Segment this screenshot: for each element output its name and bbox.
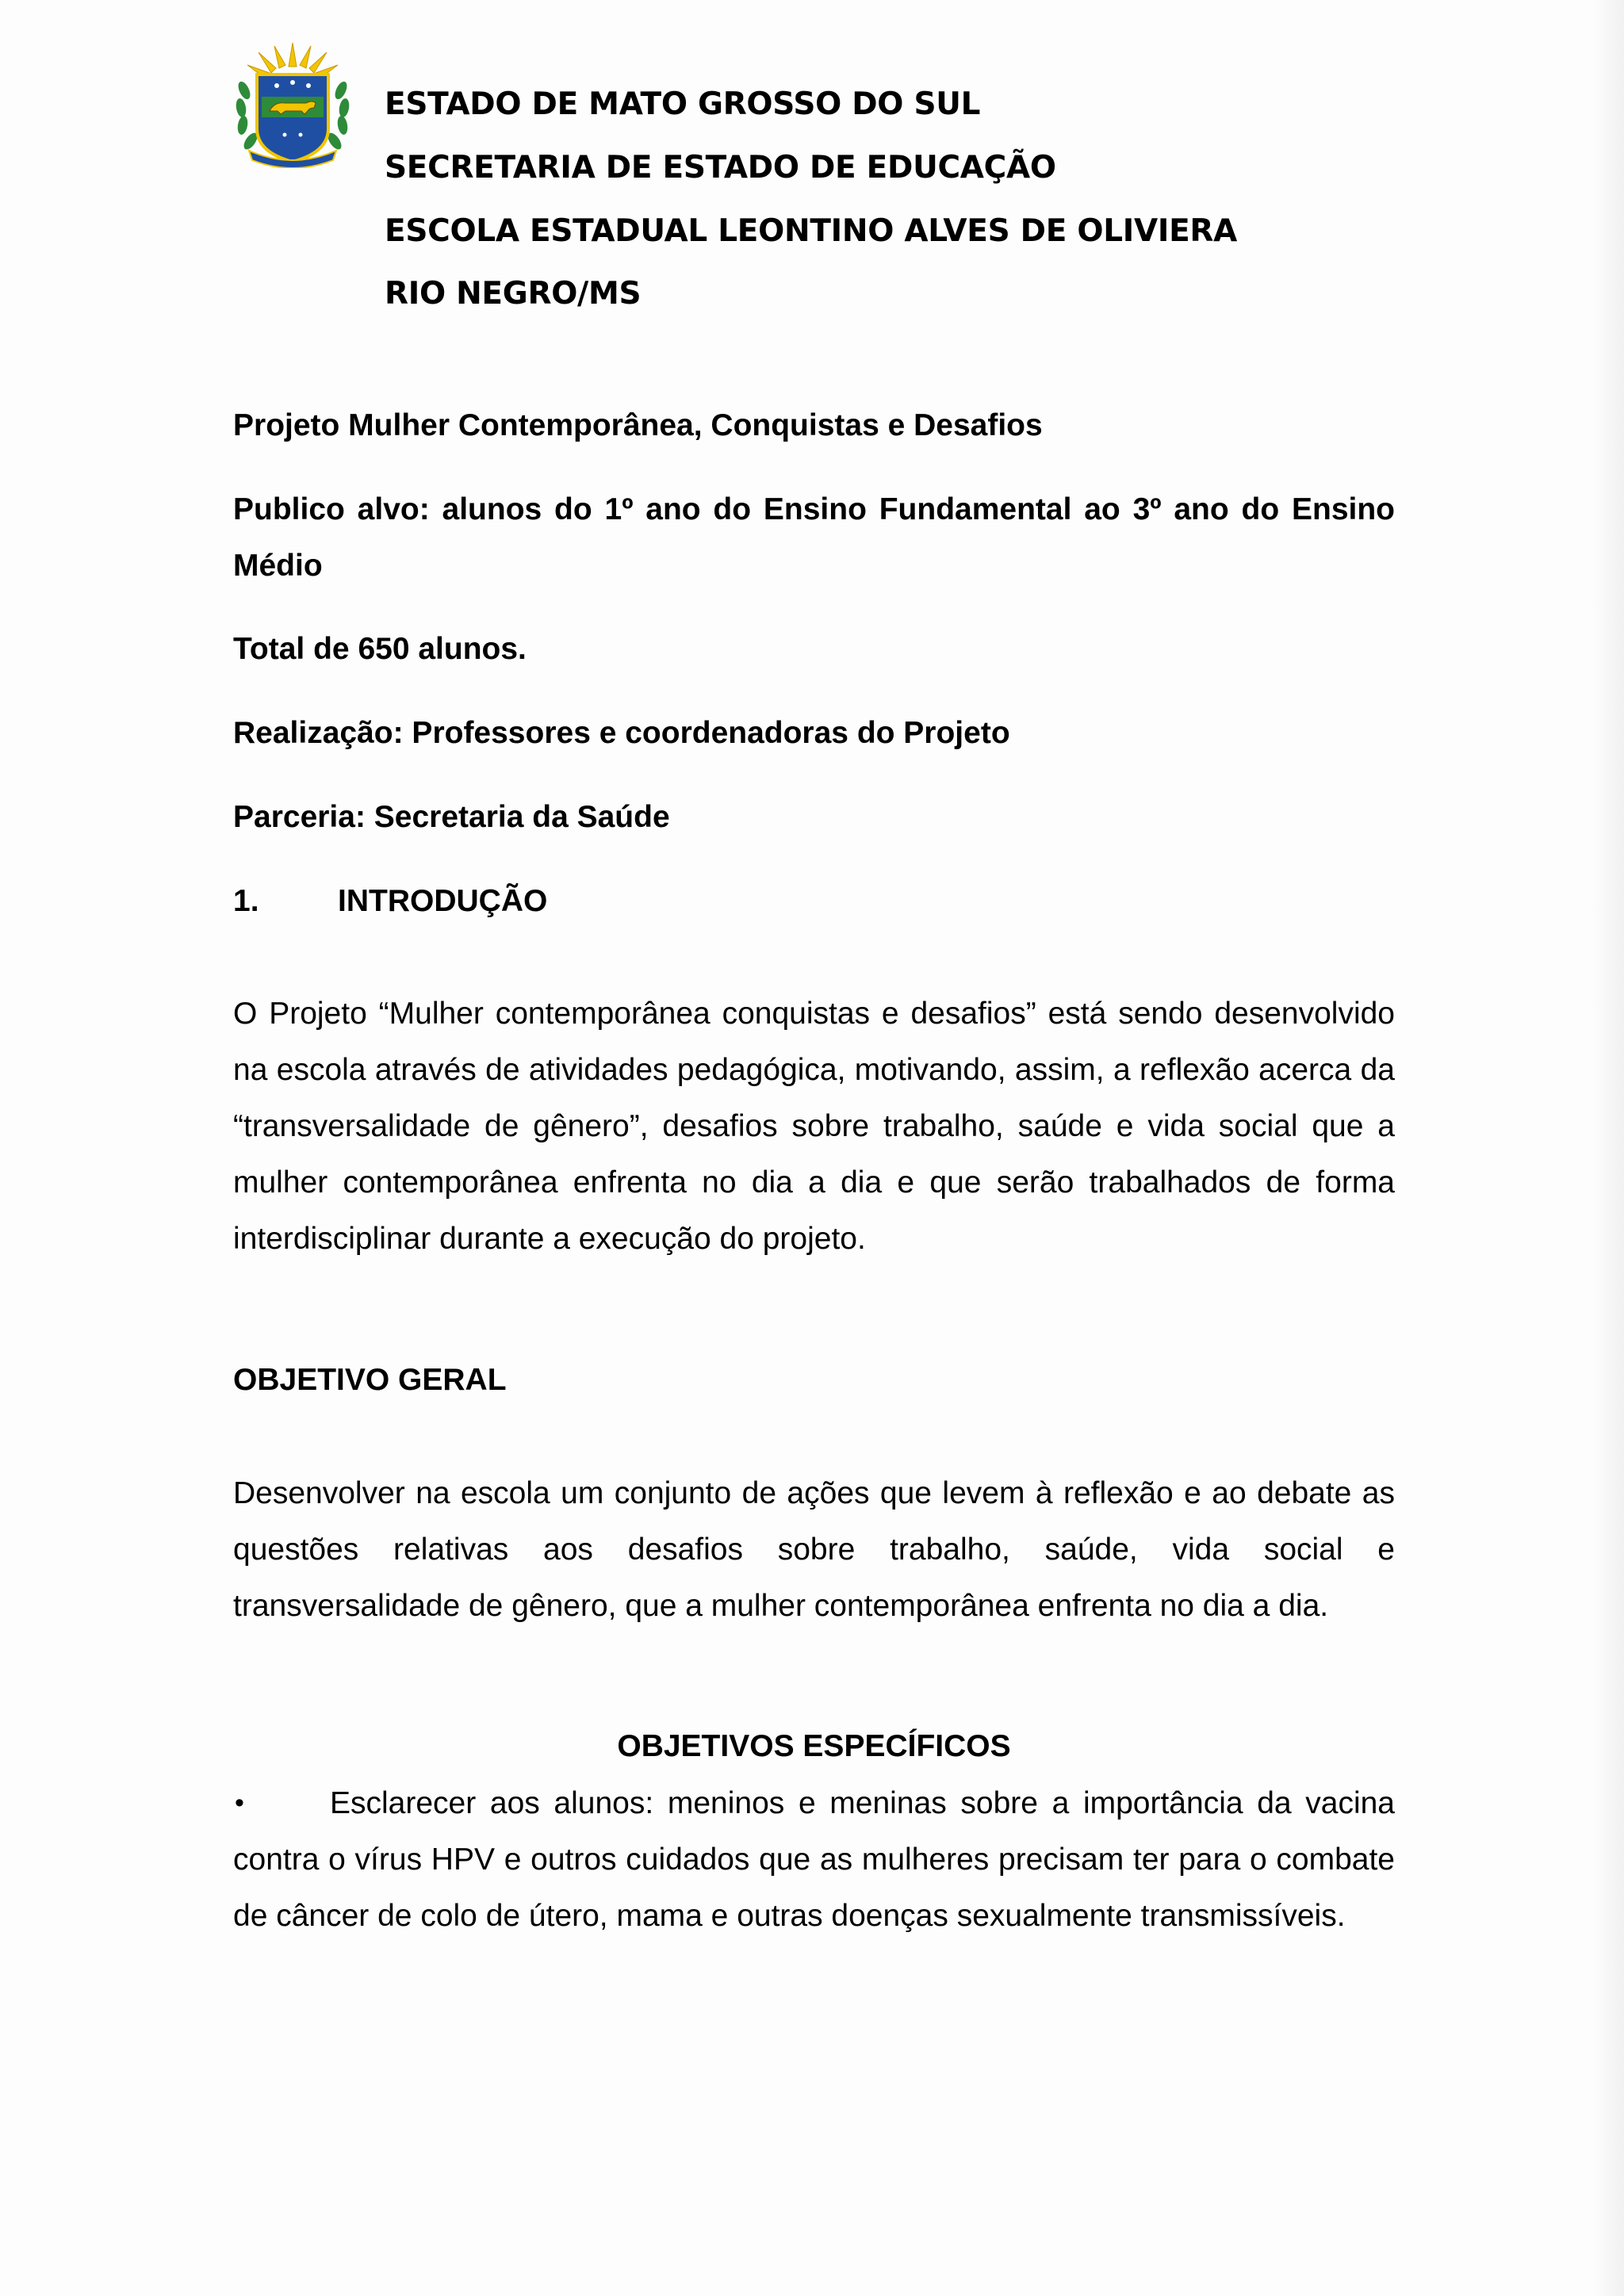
specific-objective-item: Esclarecer aos alunos: meninos e meninas sobre a importância da vacina contra o vírus HPV e outros cuidados que as mulheres precisam ter para o combate de câncer de colo de útero, mama e outras doenças sexualmente transmissíveis. [233, 1786, 1395, 1933]
introduction-heading: INTRODUÇÃO [338, 884, 548, 918]
project-execution: Realização: Professores e coordenadoras do Projeto [233, 716, 1010, 750]
header-school: ESCOLA ESTADUAL LEONTINO ALVES DE OLIVIERA [385, 213, 1238, 249]
project-title: Projeto Mulher Contemporânea, Conquistas e Desafios [233, 408, 1043, 442]
coat-of-arms-icon [233, 41, 352, 168]
page-edge-shadow [1592, 0, 1624, 2296]
introduction-paragraph: O Projeto “Mulher contemporânea conquistas e desafios” está sendo desenvolvido na escola através de atividades pedagógica, motivando, assim, a reflexão acerca da “transversalidade de gênero”, desafios sobre trabalho, saúde e vida social que a mulher contemporânea enfrenta no dia a dia e que serão trabalhados de forma interdisciplinar durante a execução do projeto. [233, 997, 1395, 1256]
introduction-number: 1. [233, 884, 259, 918]
project-audience: Publico alvo: alunos do 1º ano do Ensino Fundamental ao 3º ano do Ensino Médio [233, 492, 1395, 583]
project-partnership: Parceria: Secretaria da Saúde [233, 800, 670, 834]
bullet-icon: • [235, 1788, 244, 1818]
header-state: ESTADO DE MATO GROSSO DO SUL [385, 86, 981, 122]
header-city: RIO NEGRO/MS [385, 276, 642, 312]
project-total: Total de 650 alunos. [233, 632, 527, 666]
general-objective-paragraph: Desenvolver na escola um conjunto de ações que levem à reflexão e ao debate as questões relativas aos desafios sobre trabalho, saúde, vida social e transversalidade de gênero, que a mulher contemporânea enfrenta no dia a dia. [233, 1476, 1395, 1623]
specific-objectives-heading: OBJETIVOS ESPECÍFICOS [617, 1729, 1011, 1763]
general-objective-heading: OBJETIVO GERAL [233, 1363, 507, 1397]
header-secretariat: SECRETARIA DE ESTADO DE EDUCAÇÃO [385, 150, 1056, 186]
